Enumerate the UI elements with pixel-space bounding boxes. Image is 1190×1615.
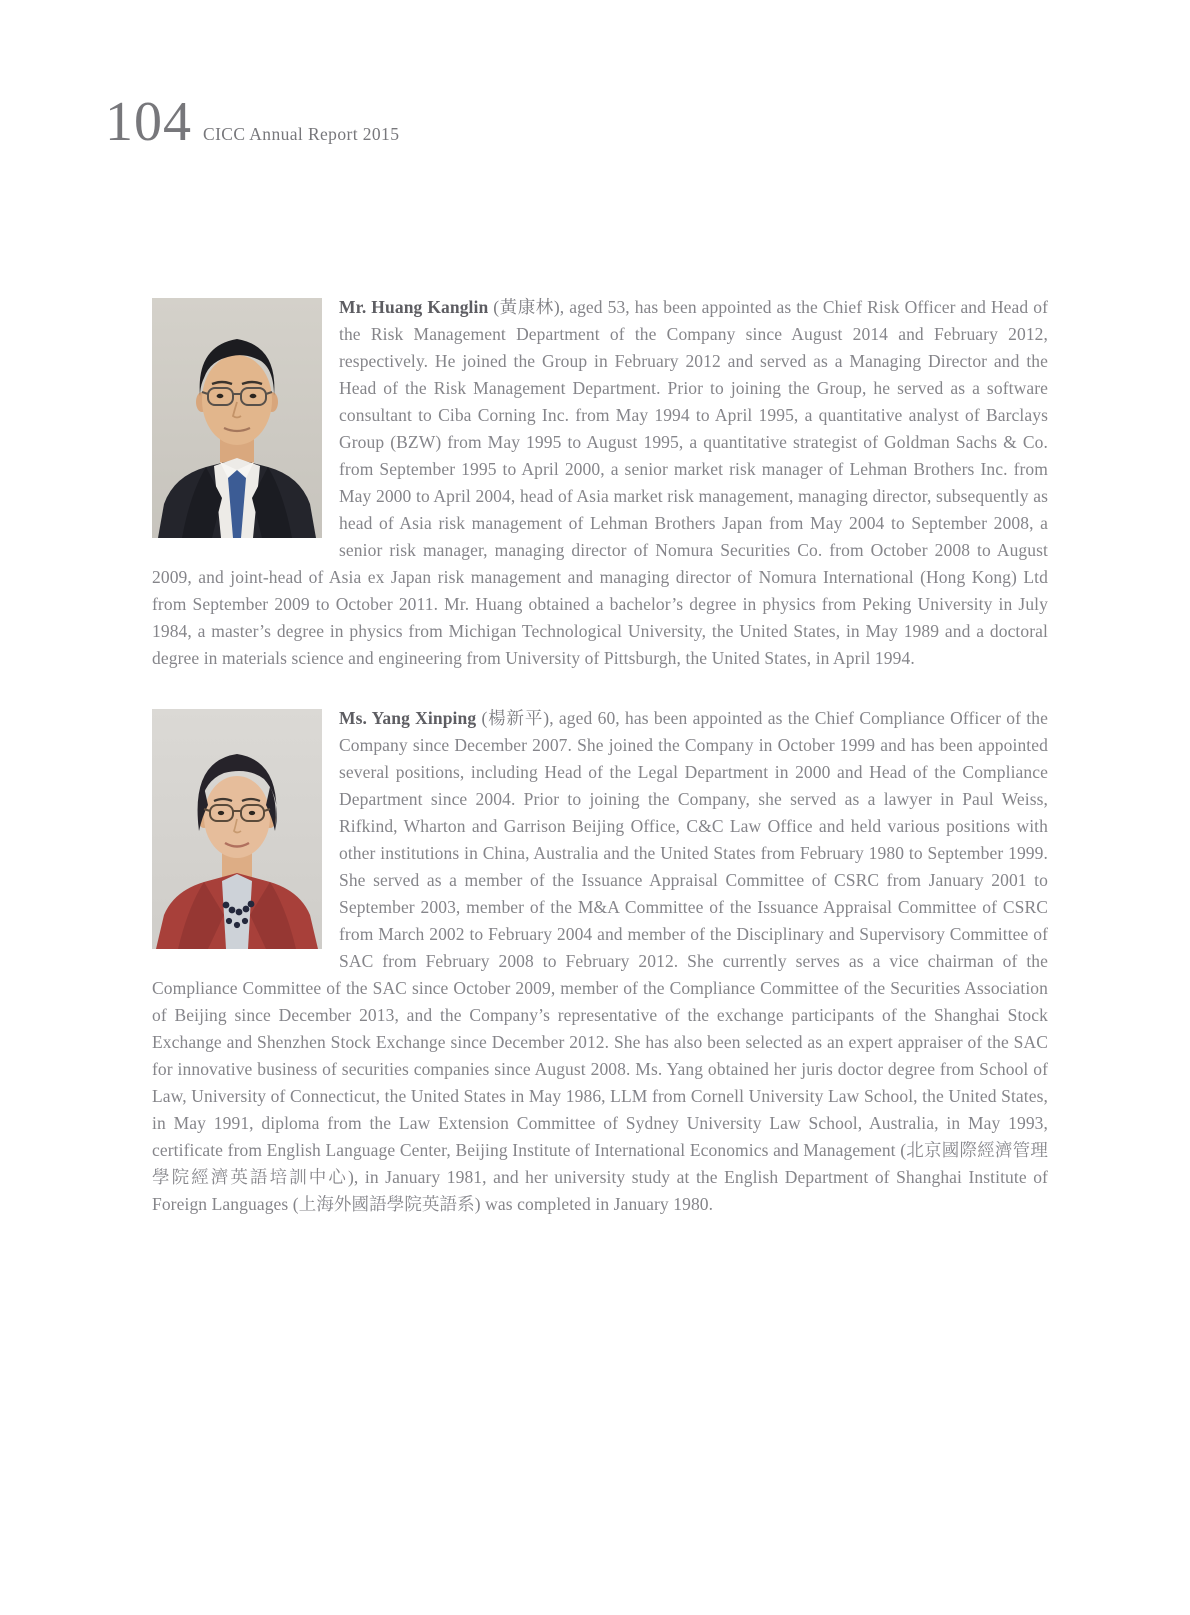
page-number: 104 [105,91,192,153]
person-name: Mr. Huang Kanglin [339,297,489,317]
bio-body-text: , aged 53, has been appointed as the Chief Risk Officer and Head of the Risk Management Department of the Company since August 2014 and February 2012, respectively. He joined the Group in February 2012 and served as a Managing Director and the Head of the Risk Management Department. Prior to joining the Group, he served as a software consultant to Ciba Corning Inc. from May 1994 to April 1995, a quantitative analyst of Barclays Group (BZW) from May 1995 to August 1995, a quantitative strategist of Goldman Sachs & Co. from September 1995 to April 2000, a senior market risk manager of Lehman Brothers Inc. from May 2000 to April 2004, head of Asia market risk management, managing director, subsequently as head of Asia risk management of Lehman Brothers Japan from May 2004 to September 2008, a senior risk manager, managing director of Nomura Securities Co. from October 2008 to August 2009, and joint-head of Asia ex Japan risk management and managing director of Nomura International (Hong Kong) Ltd from September 2009 to October 2011. Mr. Huang obtained a bachelor’s degree in physics from Peking University in July 1984, a master’s degree in physics from Michigan Technological University, the United States, in May 1989 and a doctoral degree in materials science and engineering from University of Pittsburgh, the United States, in April 1994. [152,297,1048,668]
report-title: CICC Annual Report 2015 [203,124,400,144]
portrait-photo-huang-kanglin [152,298,322,538]
bio-body-text: , aged 60, has been appointed as the Chief Compliance Officer of the Company since December 2007. She joined the Company in October 1999 and has been appointed several positions, including Head of the Legal Department in 2000 and Head of the Compliance Department since 2004. Prior to joining the Company, she served as a lawyer in Paul Weiss, Rifkind, Wharton and Garrison Beijing Office, C&C Law Office and held various positions with other institutions in China, Australia and the United States from February 1980 to September 1999. She served as a member of the Issuance Appraisal Committee of CSRC from January 2001 to September 2003, member of the M&A Committee of the Issuance Appraisal Committee of CSRC from March 2002 to February 2004 and member of the Disciplinary and Supervisory Committee of SAC from February 2008 to February 2012. She currently serves as a vice chairman of the Compliance Committee of the SAC since October 2009, member of the Compliance Committee of the Securities Association of Beijing since December 2013, and the Company’s representative of the exchange participants of the Shanghai Stock Exchange and Shenzhen Stock Exchange since December 2012. She has also been selected as an expert appraiser of the SAC for innovative business of securities companies since August 2008. Ms. Yang obtained her juris doctor degree from School of Law, University of Connecticut, the United States in May 1986, LLM from Cornell University Law School, the United States, in May 1991, diploma from the Law Extension Committee of Sydney University Law School, Australia, in May 1993, certificate from English Language Center, Beijing Institute of International Economics and Management (北京國際經濟管理學院經濟英語培訓中心), in January 1981, and her university study at the English Department of Shanghai Institute of Foreign Languages (上海外國語學院英語系) was completed in January 1980. [152,708,1048,1214]
man-portrait-illustration [152,298,322,538]
bio-huang-kanglin [152,294,1048,672]
portrait-photo-yang-xinping [152,709,322,949]
page-header [105,91,400,153]
person-name: Ms. Yang Xinping [339,708,477,728]
bio-yang-xinping [152,705,1048,1218]
biographies-section [152,294,1048,1218]
person-name-chinese: (黃康林) [488,297,560,317]
person-name-chinese: (楊新平) [476,708,550,728]
woman-portrait-illustration [152,709,322,949]
